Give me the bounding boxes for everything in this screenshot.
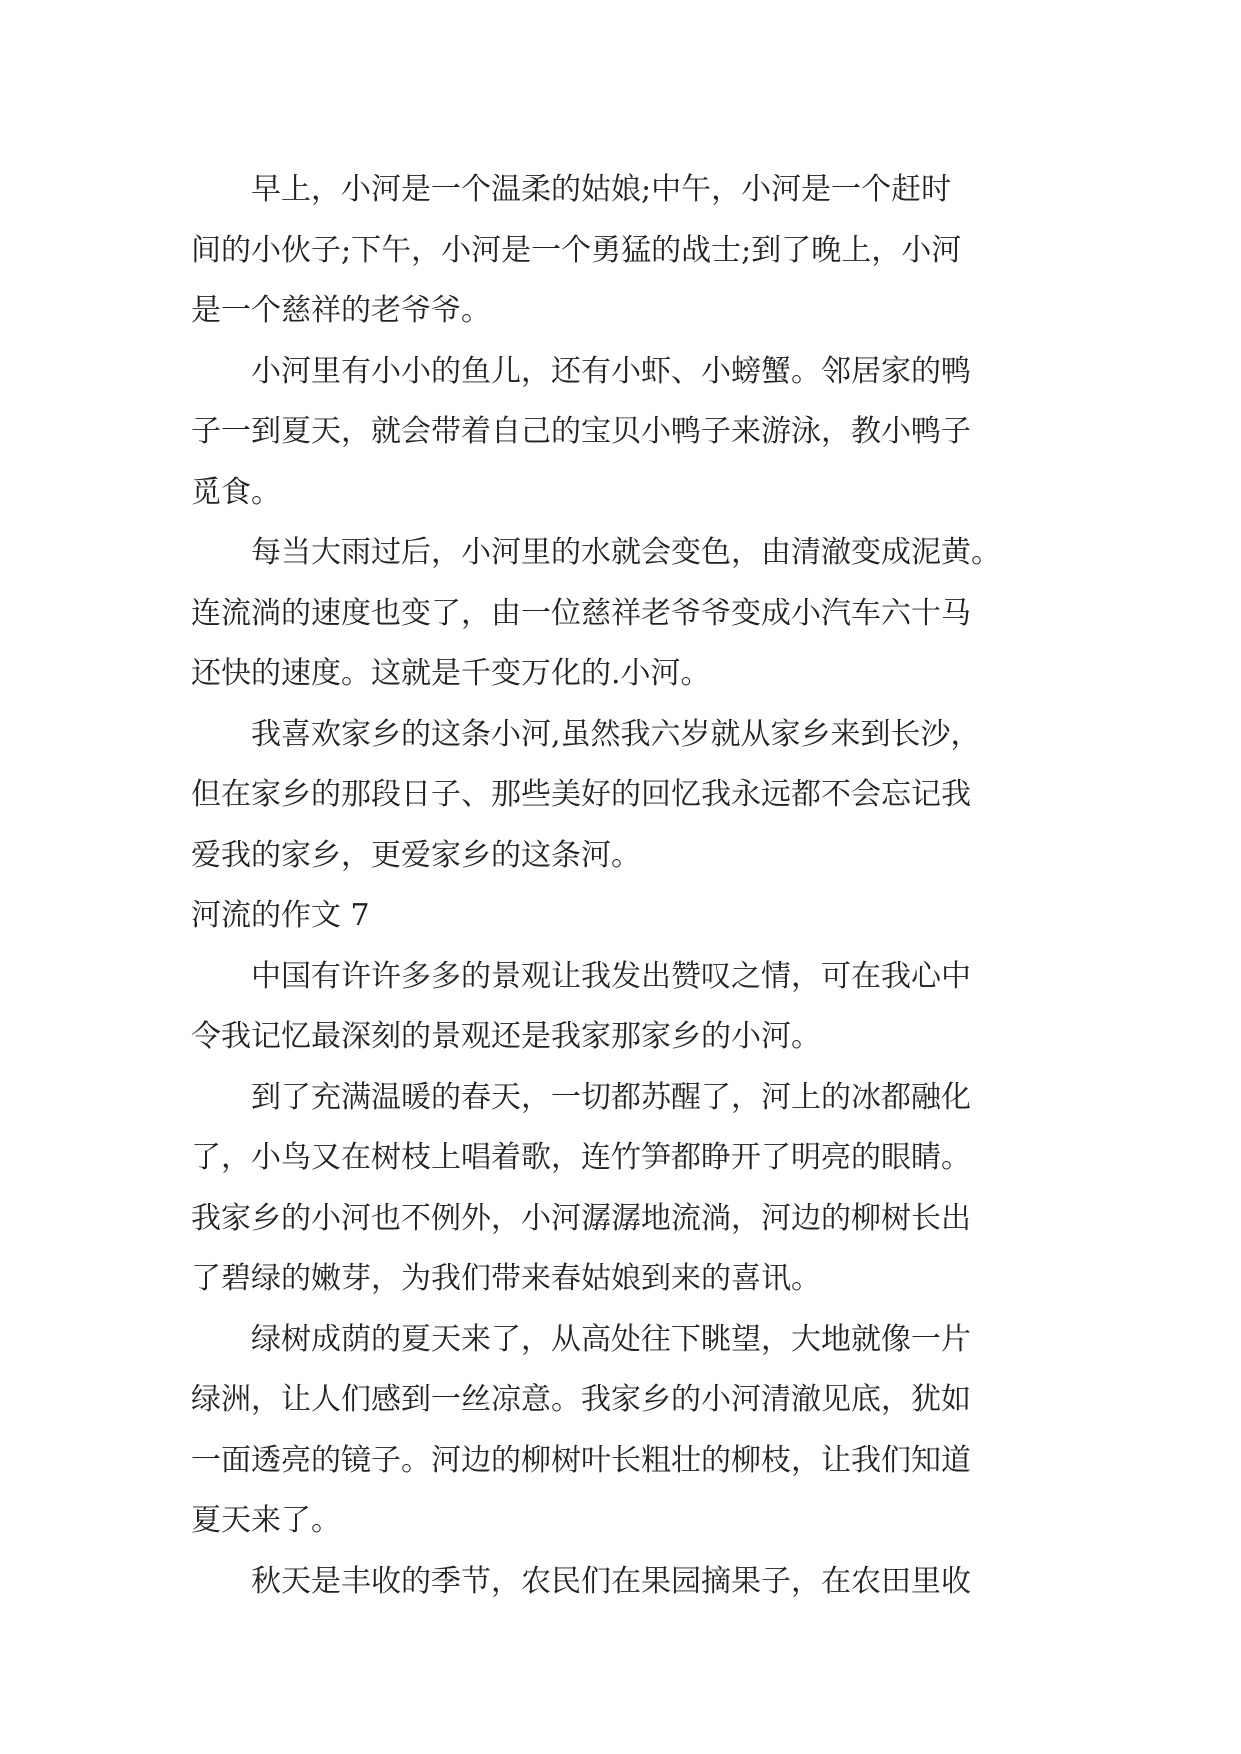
text-line: 绿洲，让人们感到一丝凉意。我家乡的小河清澈见底，犹如 <box>191 1382 971 1417</box>
text-line: 每当大雨过后，小河里的水就会变色，由清澈变成泥黄。 <box>251 535 1001 570</box>
paragraph <box>191 705 1051 887</box>
text-line: 觅食。 <box>191 474 281 510</box>
text-line: 了碧绿的嫩芽，为我们带来春姑娘到来的喜讯。 <box>191 1261 821 1296</box>
text-line: 连流淌的速度也变了，由一位慈祥老爷爷变成小汽车六十马 <box>191 595 971 631</box>
section-heading: 河流的作文 7 <box>191 898 370 933</box>
text-line: 还快的速度。这就是千变万化的.小河。 <box>191 656 711 691</box>
text-line: 间的小伙子;下午，小河是一个勇猛的战士;到了晚上，小河 <box>191 232 962 268</box>
text-line: 秋天是丰收的季节，农民们在果园摘果子，在农田里收 <box>251 1563 971 1599</box>
paragraph <box>191 523 1051 705</box>
text-line: 小河里有小小的鱼儿，还有小虾、小螃蟹。邻居家的鸭 <box>251 353 971 389</box>
paragraph <box>191 947 1051 1068</box>
text-line: 到了充满温暖的春天，一切都苏醒了，河上的冰都融化 <box>251 1079 971 1115</box>
text-line: 我喜欢家乡的这条小河,虽然我六岁就从家乡来到长沙， <box>251 716 981 752</box>
text-line: 夏天来了。 <box>191 1503 341 1538</box>
document-body <box>191 160 1051 1612</box>
text-line: 但在家乡的那段日子、那些美好的回忆我永远都不会忘记我 <box>191 777 971 812</box>
text-line: 一面透亮的镜子。河边的柳树叶长粗壮的柳枝，让我们知道 <box>191 1442 971 1478</box>
text-line: 我家乡的小河也不例外，小河潺潺地流淌，河边的柳树长出 <box>191 1200 971 1236</box>
paragraph <box>191 1310 1051 1552</box>
text-line: 是一个慈祥的老爷爷。 <box>191 293 491 328</box>
paragraph <box>191 342 1051 524</box>
text-line: 了，小鸟又在树枝上唱着歌，连竹笋都睁开了明亮的眼睛。 <box>191 1140 971 1175</box>
paragraph <box>191 1068 1051 1310</box>
text-line: 令我记忆最深刻的景观还是我家那家乡的小河。 <box>191 1019 821 1054</box>
paragraph <box>191 1552 1051 1613</box>
text-line: 绿树成荫的夏天来了，从高处往下眺望，大地就像一片 <box>251 1321 971 1357</box>
text-line: 爱我的家乡，更爱家乡的这条河。 <box>191 837 641 873</box>
paragraph <box>191 160 1051 342</box>
text-line: 中国有许许多多的景观让我发出赞叹之情，可在我心中 <box>251 958 971 994</box>
text-line: 子一到夏天，就会带着自己的宝贝小鸭子来游泳，教小鸭子 <box>191 414 971 449</box>
text-line: 早上，小河是一个温柔的姑娘;中午，小河是一个赶时 <box>251 172 952 207</box>
